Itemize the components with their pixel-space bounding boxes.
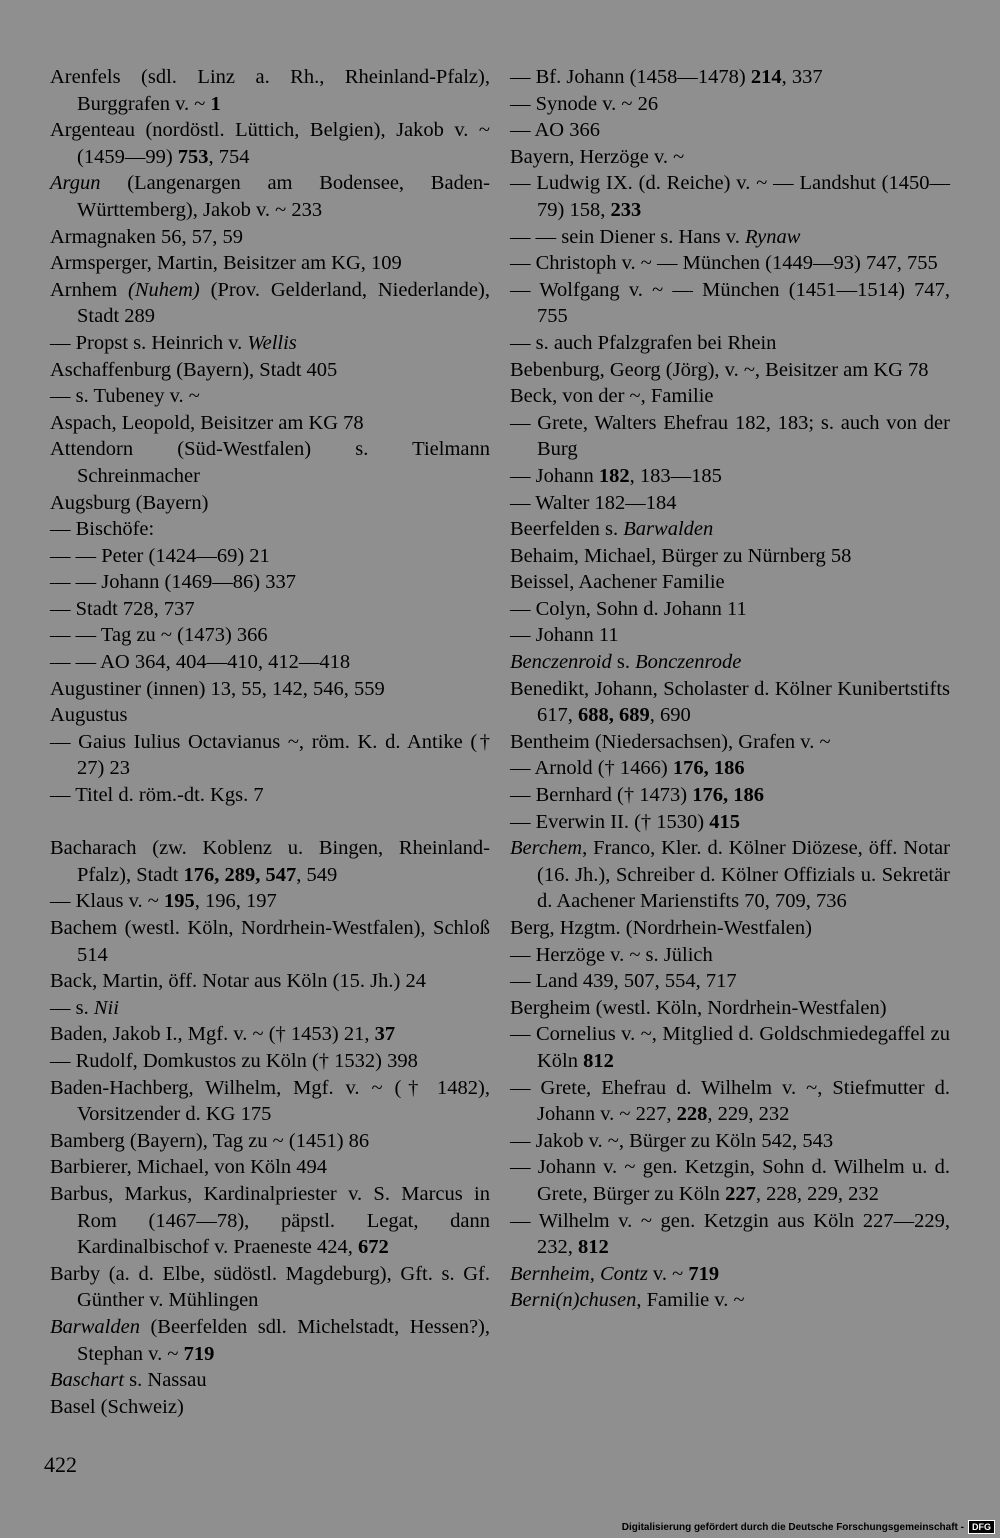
index-entry <box>50 490 490 517</box>
entry-text: v. ~ <box>647 1262 689 1285</box>
entry-text: (Beerfelden sdl. Michelstadt, Hessen?), Stephan v. ~ <box>77 1315 490 1365</box>
bold-page-ref: 812 <box>578 1236 609 1259</box>
dfg-logo: DFG <box>968 1520 995 1534</box>
index-entry <box>510 755 950 782</box>
entry-text: , Franco, Kler. d. Kölner Diözese, öff. Notar (16. Jh.), Schreiber d. Kölner Offizials u. Sekretär d. Aachener Marienstifts 70, 709, 736 <box>537 837 950 913</box>
entry-text: s. <box>611 651 636 674</box>
entry-text: Bergheim (westl. Köln, Nordrhein-Westfalen) <box>510 996 887 1019</box>
index-entry <box>50 1075 490 1128</box>
left-column <box>50 64 490 1420</box>
index-entry <box>50 516 490 543</box>
entry-text: — s. auch Pfalzgrafen bei Rhein <box>510 331 777 354</box>
entry-text: Behaim, Michael, Bürger zu Nürnberg 58 <box>510 544 852 567</box>
index-entry <box>510 942 950 969</box>
footer <box>622 1520 995 1534</box>
bold-page-ref: 176, 186 <box>672 757 745 780</box>
index-entry <box>50 436 490 489</box>
entry-text: , 549 <box>296 863 338 886</box>
entry-text: — Stadt 728, 737 <box>50 597 195 620</box>
entry-text: Beck, von der ~, Familie <box>510 385 714 408</box>
bold-page-ref: 688, 689 <box>578 704 650 727</box>
index-entry <box>50 1181 490 1261</box>
entry-text: — Everwin II. († 1530) <box>510 810 710 833</box>
bold-page-ref: 176, 289, 547 <box>183 863 297 886</box>
entry-text: , 228, 229, 232 <box>755 1182 879 1205</box>
index-entry <box>510 383 950 410</box>
bold-page-ref: 176, 186 <box>692 784 764 807</box>
index-entry <box>50 915 490 968</box>
entry-text: Basel (Schweiz) <box>50 1395 184 1418</box>
bold-page-ref: 719 <box>183 1342 215 1365</box>
index-entry <box>510 1208 950 1261</box>
entry-text: , 196, 197 <box>194 890 277 913</box>
entry-text: Bayern, Herzöge v. ~ <box>510 145 685 168</box>
index-entry <box>50 410 490 437</box>
bold-page-ref: 195 <box>163 890 195 913</box>
entry-text: — Wilhelm v. ~ gen. Ketzgin aus Köln 227—229, 232, <box>510 1209 950 1259</box>
entry-text: — Bernhard († 1473) <box>510 784 693 807</box>
entry-text: (Prov. Gelderland, Niederlande), Stadt 289 <box>77 278 490 328</box>
italic-name: Berchem <box>510 837 583 860</box>
entry-text: — Grete, Walters Ehefrau 182, 183; s. auch von der Burg <box>510 411 950 461</box>
index-entry <box>510 995 950 1022</box>
index-entry <box>50 968 490 995</box>
index-entry <box>510 729 950 756</box>
index-entry <box>50 569 490 596</box>
entry-text: — Grete, Ehefrau d. Wilhelm v. ~, Stiefmutter d. Johann v. ~ 227, <box>510 1076 950 1126</box>
index-entry <box>50 676 490 703</box>
index-entry <box>50 170 490 223</box>
index-entry <box>510 277 950 330</box>
entry-text: — Johann v. ~ gen. Ketzgin, Sohn d. Wilhelm u. d. Grete, Bürger zu Köln <box>510 1156 950 1205</box>
entry-text: Beerfelden s. <box>510 518 624 541</box>
italic-name: Rynaw <box>744 225 801 248</box>
entry-text: — Christoph v. ~ — München (1449—93) 747, 755 <box>510 252 938 275</box>
index-entry <box>50 1048 490 1075</box>
entry-text: s. Nassau <box>124 1369 207 1392</box>
entry-text: Berg, Hzgtm. (Nordrhein-Westfalen) <box>510 917 812 939</box>
bold-page-ref: 182 <box>598 464 630 487</box>
entry-text: — Johann <box>510 464 599 487</box>
index-entry <box>510 357 950 384</box>
bold-page-ref: 719 <box>688 1262 720 1285</box>
entry-text: — — Peter (1424—69) 21 <box>50 544 270 567</box>
entry-text: Argenteau (nordöstl. Lüttich, Belgien), Jakob v. ~ (1459—99) <box>50 119 490 168</box>
index-entry <box>50 1261 490 1314</box>
italic-name: Argun <box>50 172 101 195</box>
index-entry <box>510 410 950 463</box>
italic-name: (Nuhem) <box>128 278 200 301</box>
entry-text: Augustus <box>50 704 128 727</box>
right-column <box>510 64 950 1314</box>
entry-text: — s. Tubeney v. ~ <box>50 385 200 408</box>
index-entry <box>50 1367 490 1394</box>
entry-text: — Gaius Iulius Octavianus ~, röm. K. d. Antike († 27) 23 <box>50 730 490 780</box>
entry-text: , 754 <box>208 145 250 168</box>
index-entry <box>50 357 490 384</box>
index-entry <box>50 888 490 915</box>
index-entry <box>510 569 950 596</box>
index-entry <box>50 782 490 809</box>
italic-name: Bernheim, Contz <box>510 1262 648 1285</box>
entry-text: — Titel d. röm.-dt. Kgs. 7 <box>50 784 264 807</box>
entry-text: — Synode v. ~ 26 <box>510 92 659 115</box>
entry-text: , Familie v. ~ <box>636 1289 745 1312</box>
entry-text: — — sein Diener s. Hans v. <box>510 225 745 248</box>
index-entry <box>510 676 950 729</box>
bold-page-ref: 228 <box>676 1103 708 1126</box>
entry-text: — Walter 182—184 <box>510 491 677 514</box>
entry-text: — Propst s. Heinrich v. <box>50 331 248 354</box>
index-entry <box>510 1154 950 1207</box>
index-entry <box>50 1021 490 1048</box>
index-entry <box>510 1128 950 1155</box>
index-entry <box>50 596 490 623</box>
italic-name: Bonczenrode <box>635 651 742 674</box>
entry-text: — Colyn, Sohn d. Johann 11 <box>510 597 747 620</box>
entry-text: , 337 <box>781 66 823 88</box>
entry-text: — Herzöge v. ~ s. Jülich <box>510 943 713 966</box>
index-entry <box>510 968 950 995</box>
index-entry <box>50 729 490 782</box>
index-entry <box>50 383 490 410</box>
italic-name: Benczenroid <box>510 651 612 674</box>
entry-text: — — Johann (1469—86) 337 <box>50 571 296 594</box>
index-entry <box>510 170 950 223</box>
entry-text: — Rudolf, Domkustos zu Köln († 1532) 398 <box>50 1049 418 1072</box>
index-entry <box>510 1021 950 1074</box>
entry-text: — Klaus v. ~ <box>50 890 164 913</box>
index-entry <box>50 1394 490 1421</box>
entry-text: — Wolfgang v. ~ — München (1451—1514) 747, 755 <box>510 278 950 328</box>
entry-text: (Langenargen am Bodensee, Baden-Württemberg), Jakob v. ~ 233 <box>77 172 490 221</box>
index-entry <box>510 330 950 357</box>
index-entry <box>510 915 950 942</box>
entry-text: — — Tag zu ~ (1473) 366 <box>50 624 268 647</box>
index-entry <box>50 702 490 729</box>
bold-page-ref: 37 <box>374 1023 396 1046</box>
entry-text: Barbierer, Michael, von Köln 494 <box>50 1156 327 1179</box>
entry-text: Augustiner (innen) 13, 55, 142, 546, 559 <box>50 677 385 700</box>
index-entry <box>50 250 490 277</box>
index-entry <box>510 809 950 836</box>
bold-page-ref: 227 <box>725 1182 756 1205</box>
footer-text: Digitalisierung gefördert durch die Deutsche Forschungsgemeinschaft - <box>621 1521 964 1533</box>
index-entry <box>510 463 950 490</box>
entry-text: , 229, 232 <box>707 1103 790 1126</box>
italic-name: Wellis <box>247 331 297 354</box>
index-entry <box>50 117 490 170</box>
entry-text: Bebenburg, Georg (Jörg), v. ~, Beisitzer am KG 78 <box>510 358 929 381</box>
index-entry <box>510 64 950 91</box>
index-entry <box>510 1287 950 1314</box>
index-entry <box>510 1075 950 1128</box>
entry-text: Bachem (westl. Köln, Nordrhein-Westfalen), Schloß 514 <box>50 917 490 966</box>
index-entry <box>50 622 490 649</box>
index-entry <box>50 330 490 357</box>
entry-text: Aspach, Leopold, Beisitzer am KG 78 <box>50 411 364 434</box>
entry-text: Baden-Hachberg, Wilhelm, Mgf. v. ~ († 1482), Vorsitzender d. KG 175 <box>50 1076 490 1126</box>
italic-name: Barwalden <box>623 518 714 541</box>
bold-page-ref: 415 <box>709 810 741 833</box>
entry-text: — Arnold († 1466) <box>510 757 673 780</box>
entry-text: — Ludwig IX. (d. Reiche) v. ~ — Landshut (1450—79) 158, <box>510 172 950 221</box>
entry-text: Arenfels (sdl. Linz a. Rh., Rheinland-Pfalz), Burggrafen v. ~ <box>50 66 490 115</box>
entry-text: Attendorn (Süd-Westfalen) s. Tielmann Schreinmacher <box>50 438 490 487</box>
index-entry <box>510 250 950 277</box>
entry-text: — AO 366 <box>510 119 600 142</box>
entry-text: , 183—185 <box>629 464 722 487</box>
entry-text: Benedikt, Johann, Scholaster d. Kölner Kunibertstifts 617, <box>510 677 950 727</box>
page-number: 422 <box>44 1452 77 1477</box>
entry-text: — Jakob v. ~, Bürger zu Köln 542, 543 <box>510 1129 834 1152</box>
bold-page-ref: 753 <box>177 145 209 168</box>
entry-text: Arnhem <box>50 278 129 301</box>
index-entry <box>50 835 490 888</box>
index-entry <box>510 490 950 517</box>
entry-text: — Bischöfe: <box>50 518 155 541</box>
index-entry <box>510 596 950 623</box>
index-entry <box>510 91 950 118</box>
entry-text: — Cornelius v. ~, Mitglied d. Goldschmiedegaffel zu Köln <box>510 1023 950 1072</box>
italic-name: Baschart <box>50 1369 125 1392</box>
entry-text: Augsburg (Bayern) <box>50 491 209 514</box>
entry-text: Baden, Jakob I., Mgf. v. ~ († 1453) 21, <box>50 1023 375 1046</box>
index-entry <box>510 1261 950 1288</box>
bold-page-ref: 214 <box>750 66 782 88</box>
index-entry <box>50 543 490 570</box>
index-entry <box>50 1154 490 1181</box>
index-entry <box>510 144 950 171</box>
section-gap <box>50 809 490 836</box>
entry-text: Beissel, Aachener Familie <box>510 571 725 594</box>
entry-text: Armagnaken 56, 57, 59 <box>50 225 243 248</box>
entry-text: , 690 <box>649 704 691 727</box>
index-entry <box>510 835 950 915</box>
index-entry <box>510 782 950 809</box>
entry-text: — — AO 364, 404—410, 412—418 <box>50 651 351 674</box>
entry-text: Barbus, Markus, Kardinalpriester v. S. Marcus in Rom (1467—78), päpstl. Legat, dann Kardinalbischof v. Praeneste 424, <box>50 1182 490 1259</box>
index-entry <box>50 1314 490 1367</box>
entry-text: Bacharach (zw. Koblenz u. Bingen, Rheinland-Pfalz), Stadt <box>50 837 490 886</box>
index-entry <box>510 622 950 649</box>
italic-name: Berni(n)chusen <box>510 1289 637 1312</box>
bold-page-ref: 233 <box>610 198 642 221</box>
bold-page-ref: 672 <box>358 1236 389 1259</box>
entry-text: Bamberg (Bayern), Tag zu ~ (1451) 86 <box>50 1129 370 1152</box>
index-entry <box>50 64 490 117</box>
entry-text: — Land 439, 507, 554, 717 <box>510 970 737 993</box>
index-entry <box>50 649 490 676</box>
index-entry <box>50 1128 490 1155</box>
index-entry <box>510 543 950 570</box>
entry-text: Barby (a. d. Elbe, südöstl. Magdeburg), Gft. s. Gf. Günther v. Mühlingen <box>50 1262 490 1312</box>
index-entry <box>50 277 490 330</box>
index-entry <box>510 649 950 676</box>
italic-name: Nii <box>93 996 119 1019</box>
index-entry <box>510 117 950 144</box>
index-entry <box>50 224 490 251</box>
entry-text: Bentheim (Niedersachsen), Grafen v. ~ <box>510 730 831 753</box>
bold-page-ref: 1 <box>210 92 221 115</box>
entry-text: Back, Martin, öff. Notar aus Köln (15. Jh.) 24 <box>50 970 426 993</box>
entry-text: — Bf. Johann (1458—1478) <box>510 66 751 88</box>
index-entry <box>510 516 950 543</box>
bold-page-ref: 812 <box>583 1049 614 1072</box>
italic-name: Barwalden <box>50 1315 140 1338</box>
index-entry <box>510 224 950 251</box>
index-entry <box>50 995 490 1022</box>
entry-text: — s. <box>50 996 94 1019</box>
entry-text: Aschaffenburg (Bayern), Stadt 405 <box>50 358 338 381</box>
entry-text: — Johann 11 <box>510 624 619 647</box>
entry-text: Armsperger, Martin, Beisitzer am KG, 109 <box>50 252 402 275</box>
